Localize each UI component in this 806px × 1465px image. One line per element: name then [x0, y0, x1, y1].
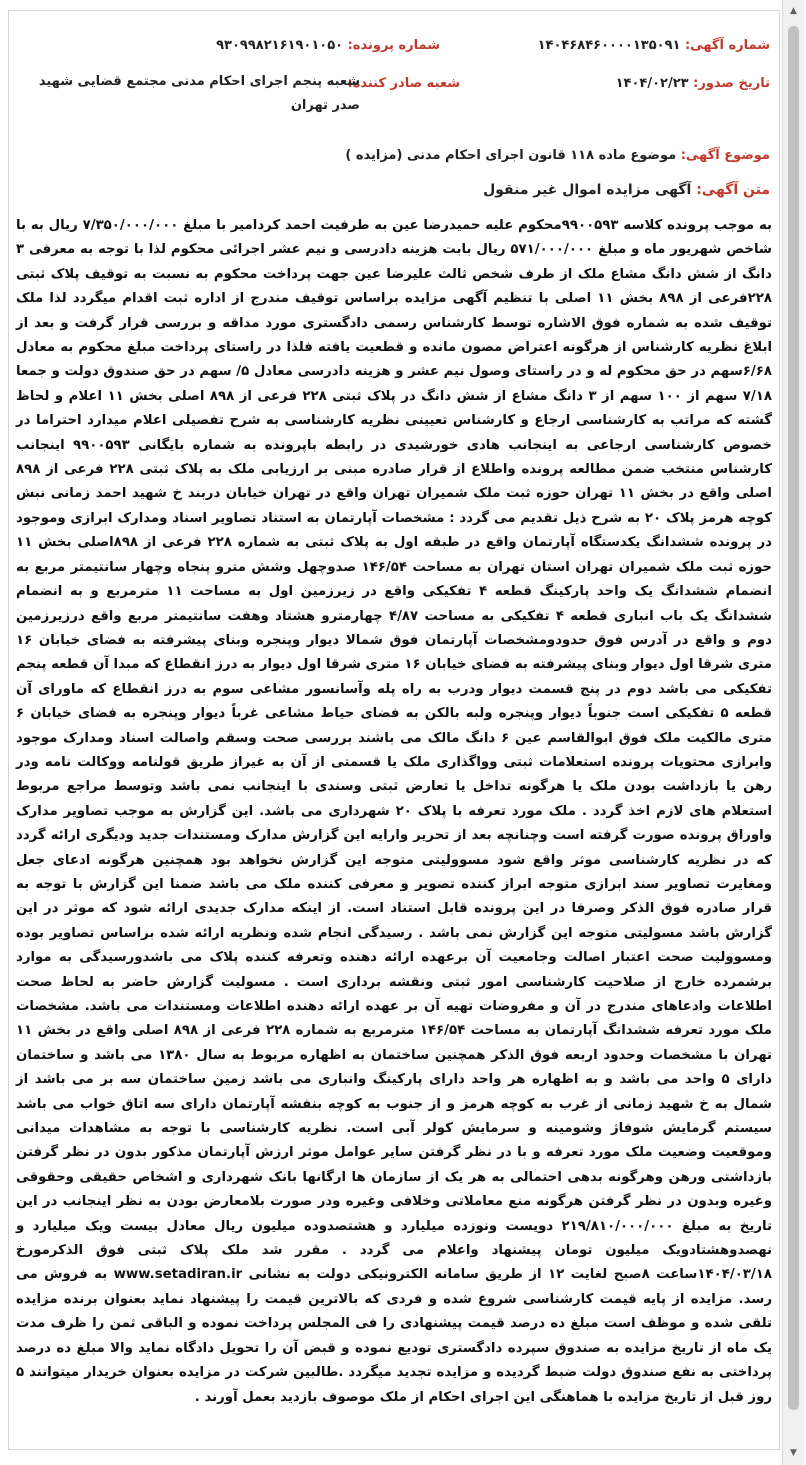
ad-text-title: آگهی مزایده اموال غیر منقول: [483, 182, 692, 198]
ad-text-title-row: [483, 182, 770, 198]
scrollbar-thumb[interactable]: [788, 26, 799, 1410]
issue-date-value: ۱۴۰۴/۰۲/۲۳: [615, 76, 689, 91]
subject-row: [345, 148, 770, 163]
scroll-down-icon[interactable]: ▼: [790, 1448, 797, 1458]
issue-date-label: تاریخ صدور:: [693, 76, 770, 91]
ad-body-text: به موجب پرونده کلاسه ۹۹۰۰۵۹۳محکوم علیه حمیدرضا عین به طرفیت احمد کردامیر با مبلغ ۷/۳۵۰/۰۰۰/۰۰۰ ریال به با شاخص شهریور ماه و مبلغ ۵۷۱/۰۰۰/۰۰۰ ریال بابت هزینه دادرسی و نیم عشر اجرائی محکوم لذا با توجه به معرفی ۳ دانگ از شش دانگ مشاع ملک از طرف شخص ثالث علیرضا عین جهت پرداخت محکوم به نسبت به توقیف پلاک ثبتی ۲۲۸فرعی از ۸۹۸ بخش ۱۱ اصلی با تنظیم آگهی مزایده براساس توقیف مندرج از اداره ثبت اقدام میگردد لذا ملک توقیف شده به شماره فوق الاشاره توسط کارشناس رسمی دادگستری مورد مداقه و بررسی قرار گرفت و بعد از ابلاغ نظریه کارشناس از هرگونه اعتراض مصون مانده و قطعیت یافته فلذا در راستای پرداخت مبلغ محکوم به معادل ۶/۶۸سهم در حق محکوم له و در راستای وصول نیم عشر و هزینه دادرسی معادل ۵/ سهم در حق صندوق دولت و جمعا ۷/۱۸ سهم از ۱۰۰ سهم از ۳ دانگ مشاع از شش دانگ در پلاک ثبتی ۲۲۸ فرعی از ۸۹۸ اصلی بخش ۱۱ اعلام و لحاظ گشته که مراتب به کارشناسی ارجاع و کارشناس تعیینی نظریه کارشناسی به شرح تفصیلی اعلام میدارد احتراما در خصوص کارشناسی ارجاعی به اینجانب هادی خورشیدی در رابطه باپرونده به شماره بایگانی ۹۹۰۰۵۹۳ اینجانب کارشناس منتخب ضمن مطالعه پرونده واطلاع از قرار صادره مبنی بر ارزیابی ملک به پلاک ثبتی ۲۲۸ فرعی از ۸۹۸ اصلی واقع در بخش ۱۱ تهران حوزه ثبت ملک شمیران تهران واقع در تهران خیابان دربند خ شهید احمد زمانی نبش کوچه هرمز پلاک ۲۰ به شرح ذیل تقدیم می گردد : مشخصات آپارتمان به استناد تصاویر اسناد ومدارک ابرازی وموجود در پرونده ششدانگ یکدستگاه آپارتمان واقع در طبقه اول به پلاک ثبتی به شماره ۲۲۸ فرعی از ۸۹۸اصلی بخش ۱۱ حوزه ثبت ملک شمیران تهران استان تهران به مساحت ۱۴۶/۵۴ صدوچهل وشش مترو پنجاه وچهار سانتیمتر مربع به انضمام ششدانگ یک واحد پارکینگ قطعه ۴ تفکیکی واقع در زیرزمین اول به مساحت ۱۱ مترمربع و به انضمام ششدانگ یک باب انباری قطعه ۴ تفکیکی به مساحت ۴/۸۷ چهارمترو هشتاد وهفت سانتیمتر مربع واقع درزیرزمین دوم و واقع در آدرس فوق حدودومشخصات آپارتمان فوق شمالا دیوار وپنجره وبنای پیشرفته به فضای خیابان ۱۶ متری شرقا اول دیوار وبنای پیشرفته به فضای خیابان ۱۶ متری شرقا اول دیوار به درز انقطاع که مبدا آن قطعه پنجم تفکیکی می باشد دوم در پنج قسمت دیوار ودرب به راه پله وآسانسور مشاعی سوم به درز انقطاع که ماورای آن قطعه ۵ تفکیکی است جنوباً دیوار وپنجره ولبه بالکن به فضای حیاط مشاعی غرباً دیوار وپنجره به فضای خیابان ۶ متری مالکیت ملک فوق ابوالقاسم عین ۶ دانگ مالک می باشند بررسی صحت وسقم واصالت اسناد ومدارک موجود وابرازی محتویات پرونده استعلامات ثبتی وواگذاری ملک یا قسمتی از آن به غیراز طریق قولنامه ووکالت نامه ودر رهن یا بازداشت بودن ملک یا هرگونه تداخل یا تعارض ثبتی وسندی با اینجانب نمی باشد وتوسط مراجع مربوط استعلام های لازم اخذ گردد . ملک مورد تعرفه با پلاک ۲۰ شهرداری می باشد. این گزارش به موجب تصاویر مدارک واوراق پرونده صورت گرفته است وچنانچه بعد از تحریر وارایه این گزارش مدارک ومستندات جدید ودیگری ارائه گردد که در نظریه کارشناسی موثر واقع شود مسوولیتی متوجه این گزارش نخواهد بود همچنین هرگونه ادعای جعل ومغایرت تصاویر سند ابرازی متوجه ابراز کننده تصویر و معرفی کننده ملک می باشد ضمنا این گزارش با توجه به قرار صادره فوق الذکر وصرفا در این پرونده قابل استناد است. از اینکه مدارک جدیدی ارائه شود که موثر در این گزارش باشد مسولیتی متوجه این گزارش نمی باشد . رسیدگی انجام شده ونظریه ارائه شده براساس تصاویر بوده ومسوولیت صحت اعتبار اصالت وجامعیت آن برعهده ارائه دهنده وتعرفه کننده پلاک می باشدورسیدگی به موارد برشمرده خارج از صلاحیت کارشناسی امور ثبتی ونقشه برداری است . مسولیت گزارش حاضر به لحاظ صحت اطلاعات وادعاهای مندرج در آن و مفروضات تهیه آن بر عهده ارائه دهنده اطلاعات ومستندات می باشد. مشخصات ملک مورد تعرفه ششدانگ آپارتمان به مساحت ۱۴۶/۵۴ مترمربع به شماره ۲۲۸ فرعی از ۸۹۸ اصلی واقع در بخش ۱۱ تهران با مشخصات وحدود اربعه فوق الذکر همچنین ساختمان به اظهاره مربوط به سال ۱۳۸۰ می باشد و ساختمان دارای ۵ واحد می باشد و به اظهاره هر واحد دارای پارکینگ وانباری می باشد زمین ساختمان سه بر می باشد از شمال به خ شهید زمانی از غرب به کوچه هرمز و از جنوب به کوچه بنفشه آپارتمان دارای سه اتاق خواب می باشد سیستم گرمایش شوفاژ وشومینه و سرمایش کولر آبی است. نظریه کارشناسی با توجه به مشاهدات میدانی وموقعیت وضعیت ملک مورد تعرفه و با در نظر گرفتن سایر عوامل موثر ارزش آپارتمان مذکور بدون در نظر گرفتن بازداشتی ورهن وهرگونه بدهی احتمالی به هر یک از سازمان ها ارگانها بانک شهرداری و اشخاص حقیقی وحقوقی وغیره وبدون در نظر گرفتن هرگونه منع معاملاتی وخلافی وغیره ودر صورت بلامعارض بودن به نظر اینجانب در این تاریخ به مبلغ ۲۱۹/۸۱۰/۰۰۰/۰۰۰ دویست ونوزده میلیارد و هشتصدوده میلیون ریال معادل بیست ویک میلیارد و نهصدوهشتادویک میلیون تومان پیشنهاد واعلام می گردد . مقرر شد ملک پلاک ثبتی فوق الذکرمورخ ۱۴۰۴/۰۳/۱۸ساعت ۸صبح لغایت ۱۲ از طریق سامانه الکترونیکی دولت به نشانی www.setadiran.ir به فروش می رسد. مزایده از پایه قیمت کارشناسی شروع شده و فردی که بالاترین قیمت را پیشنهاد نماید بعنوان برنده مزایده تلقی شده و موظف است مبلغ ده درصد قیمت پیشنهادی را فی المجلس پرداخت نموده و الباقی ثمن را ظرف مدت یک ماه از تاریخ مزایده به صندوق سپرده دادگستری تودیع نموده و قبض آن را تحویل دادگاه نماید والا مبلغ ده درصد پرداختی به نفع صندوق دولت ضبط گردیده و مزایده تجدید میگردد .طالبین شرکت در مزایده بعنوان خریدار میتوانند ۵ روز قبل از تاریخ مزایده با هماهنگی این اجرای احکام از ملک موصوف بازدید بعمل آورند .: [15, 218, 773, 1405]
scroll-up-icon[interactable]: ▲: [790, 6, 797, 16]
subject-label: موضوع آگهی:: [680, 148, 770, 163]
issuing-branch-label-row: [347, 76, 460, 91]
ad-number-label: شماره آگهی:: [684, 38, 770, 53]
subject-value: موضوع ماده ۱۱۸ قانون اجرای احکام مدنی (مزایده ): [345, 148, 677, 163]
issuing-branch-label: شعبه صادر کننده:: [347, 76, 460, 91]
case-number-row: [216, 38, 440, 53]
ad-text-label: متن آگهی:: [696, 182, 770, 198]
case-number-value: ۹۳۰۹۹۸۲۱۶۱۹۰۱۰۵۰: [216, 38, 344, 53]
ad-number-row: [538, 38, 770, 53]
case-number-label: شماره پرونده:: [347, 38, 440, 53]
ad-number-value: ۱۴۰۴۶۸۴۶۰۰۰۰۱۳۵۰۹۱: [537, 38, 681, 53]
issuing-branch-value: شعبه پنجم اجرای احکام مدنی مجتمع قضایی شهید صدر تهران: [38, 74, 360, 113]
vertical-scrollbar[interactable]: [782, 0, 804, 1465]
issue-date-row: [616, 76, 770, 91]
